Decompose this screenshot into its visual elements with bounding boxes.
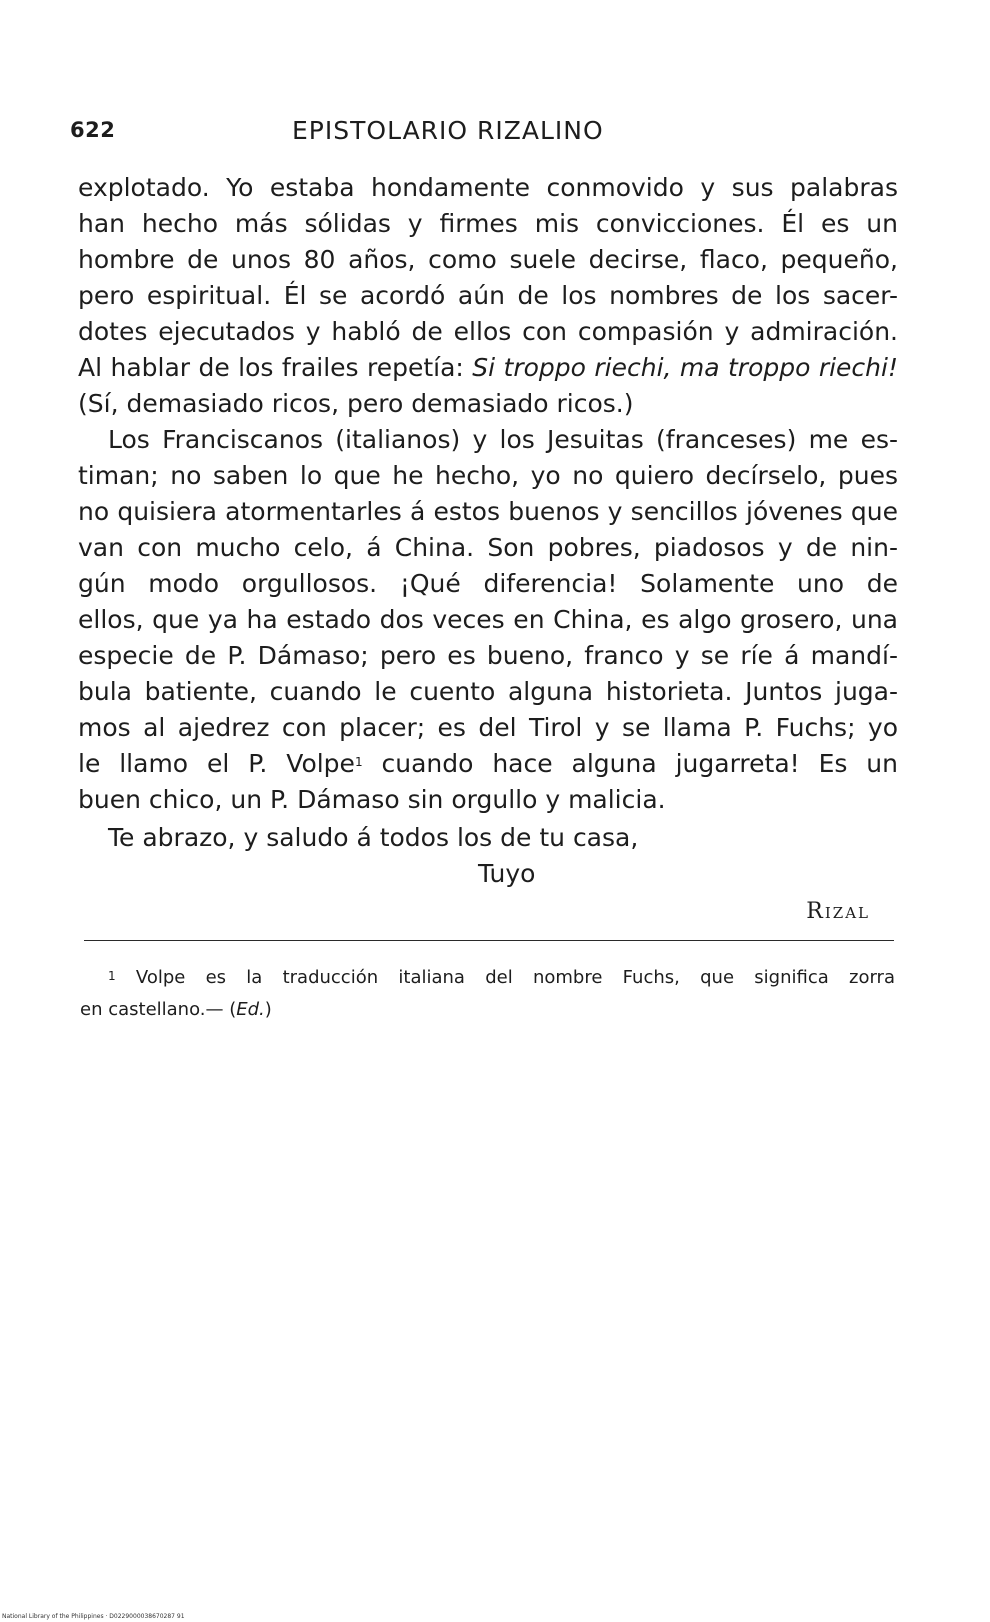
- text-line: van con mucho celo, á China. Son pobres, piadosos y de nin-: [78, 533, 898, 562]
- text-line: explotado. Yo estaba hondamente conmovido y sus palabras: [78, 173, 898, 202]
- page-header: [70, 112, 870, 152]
- text-line: pero espiritual. Él se acordó aún de los nombres de los sacer-: [78, 281, 898, 310]
- text-line: han hecho más sólidas y firmes mis convicciones. Él es un: [78, 209, 898, 238]
- footnote-text: Volpe es la traducción italiana del nombre Fuchs, que significa zorra: [135, 967, 895, 988]
- italian-quote: Si troppo riechi, ma troppo riechi!: [472, 353, 898, 382]
- text-line: bula batiente, cuando le cuento alguna historieta. Juntos juga-: [78, 677, 898, 706]
- text-line: (Sí, demasiado ricos, pero demasiado ricos.): [78, 389, 634, 418]
- footnote-line: [80, 994, 895, 1026]
- valediction: Tuyo: [478, 859, 536, 888]
- text-line: timan; no saben lo que he hecho, yo no quiero decírselo, pues: [78, 461, 898, 490]
- text-line: buen chico, un P. Dámaso sin orgullo y malicia.: [78, 785, 666, 814]
- volpe-suffix: cuando hace alguna jugarreta! Es un: [381, 749, 898, 778]
- text-line: no quisiera atormentarles á estos buenos y sencillos jóvenes que: [78, 497, 898, 526]
- text-line-frailes: [78, 350, 898, 386]
- text-line: dotes ejecutados y habló de ellos con compasión y admiración.: [78, 317, 898, 346]
- footnote-text: ): [264, 999, 272, 1020]
- closing-salutation: Te abrazo, y saludo á todos los de tu casa,: [108, 823, 639, 852]
- page-number: 622: [70, 118, 116, 142]
- text-line-volpe: [78, 746, 898, 782]
- text-line: ellos, que ya ha estado dos veces en China, es algo grosero, una: [78, 605, 898, 634]
- running-title: EPISTOLARIO RIZALINO: [292, 116, 604, 145]
- footnote-reference: 1: [354, 755, 363, 769]
- text-line: Los Franciscanos (italianos) y los Jesuitas (franceses) me es-: [108, 425, 898, 454]
- footnote-marker: 1: [108, 969, 116, 983]
- editor-note: Ed.: [236, 999, 265, 1020]
- footnote-divider: [84, 940, 894, 941]
- text-line: gún modo orgullosos. ¡Qué diferencia! Solamente uno de: [78, 569, 898, 598]
- signature: Rizal: [806, 899, 870, 924]
- text-line: hombre de unos 80 años, como suele decirse, flaco, pequeño,: [78, 245, 898, 274]
- text-line: especie de P. Dámaso; pero es bueno, franco y se ríe á mandí-: [78, 641, 898, 670]
- scan-credit: National Library of the Philippines · D0229000038670287 91: [2, 1613, 185, 1620]
- frailes-prefix: Al hablar de los frailes repetía:: [78, 353, 473, 382]
- footnote-line: [80, 962, 895, 994]
- footnote-text: en castellano.— (: [80, 999, 237, 1020]
- letter-body: [78, 170, 898, 818]
- letter-closing: [78, 820, 898, 932]
- volpe-prefix: le llamo el P. Volpe: [78, 749, 355, 778]
- footnote: [80, 962, 895, 1026]
- text-line: mos al ajedrez con placer; es del Tirol y se llama P. Fuchs; yo: [78, 713, 898, 742]
